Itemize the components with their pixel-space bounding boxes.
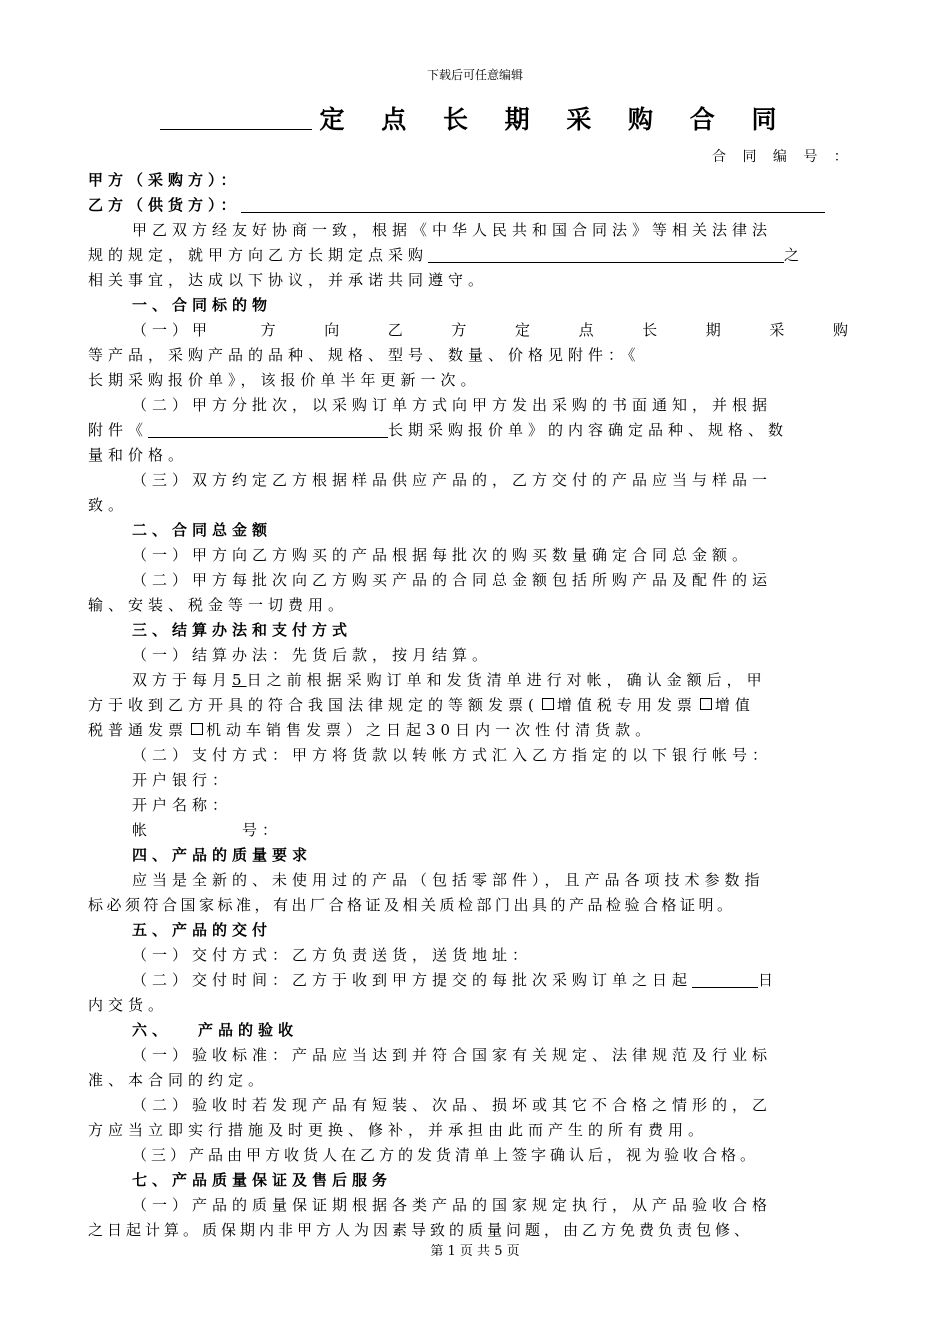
s3-p3: （二）支付方式：甲方将货款以转帐方式汇入乙方指定的以下银行帐号： (132, 746, 773, 764)
vehicle-invoice-checkbox[interactable] (191, 723, 203, 735)
account-number-label (132, 818, 848, 843)
s1-word: 采 (769, 321, 785, 339)
section-4-heading: 四、产品的质量要求 (132, 846, 313, 864)
s3-p2-text-a: 双方于每月 (132, 671, 233, 689)
s2-p1: （一）甲方向乙方购买的产品根据每批次的购买数量确定合同总金额。 (132, 546, 753, 564)
section-5-heading: 五、产品的交付 (132, 921, 273, 939)
delivery-days-blank (692, 970, 758, 988)
s3-p2-line-2 (88, 693, 848, 718)
product-blank (428, 245, 784, 263)
s5-p2-line-1 (132, 968, 848, 993)
s1-word: 长 (642, 321, 658, 339)
document-title (0, 100, 950, 136)
s1-p2-line-1: （二）甲方分批次，以采购订单方式向甲方发出采购的书面通知，并根据 (132, 396, 773, 414)
section-2-heading: 二、合同总金额 (132, 521, 273, 539)
bank-label: 开户银行： (132, 771, 233, 789)
account-name-label: 开户名称： (132, 796, 233, 814)
vat-special-invoice-checkbox[interactable] (542, 698, 554, 710)
s1-p2-line-3: 量和价格。 (88, 446, 189, 464)
vat-general-invoice-label-b: 税普通发票 (88, 721, 189, 739)
section-7-heading: 七、产品质量保证及售后服务 (132, 1171, 393, 1189)
intro-line-3: 相关事宜，达成以下协议，并承诺共同遵守。 (88, 271, 489, 289)
s1-p1-line-3: 长期采购报价单》，该报价单半年更新一次。 (88, 371, 481, 389)
s6-p2-line-2: 方应当立即实行措施及时更换、修补，并承担由此而产生的所有费用。 (88, 1121, 709, 1139)
s3-p2-line-2-text: 方于收到乙方开具的符合我国法律规定的等额发票( (88, 696, 539, 714)
s1-p2-line-2-start: 附件《 (88, 421, 149, 439)
s1-word: 方 (260, 321, 276, 339)
s6-p1-line-2: 准、本合同的约定。 (88, 1071, 269, 1089)
s1-p1-line-2: 等产品，采购产品的品种、规格、型号、数量、价格见附件：《 (88, 346, 641, 364)
s3-p1: （一）结算办法：先货后款，按月结算。 (132, 646, 493, 664)
s3-p2-text-b: 日之前根据采购订单和发货清单进行对帐，确认金额后，甲 (246, 671, 767, 689)
page-footer: 第 1 页 共 5 页 (430, 1244, 520, 1259)
s3-p2-line-1 (132, 668, 848, 693)
s6-p1-line-1: （一）验收标准：产品应当达到并符合国家有关规定、法律规范及行业标 (132, 1046, 773, 1064)
intro-line-2-end: 之 (784, 246, 805, 264)
section-1-heading: 一、合同标的物 (132, 296, 273, 314)
section-3-heading: 三、结算办法和支付方式 (132, 621, 353, 639)
contract-number-label: 合 同 编 号 ： (712, 149, 854, 165)
party-b-line (88, 193, 848, 218)
party-b-label: 乙方（供货方）： (88, 196, 241, 214)
s1-word: 点 (578, 321, 594, 339)
settlement-day: 5 (232, 671, 247, 689)
vat-general-invoice-label-a: 增值 (714, 696, 755, 714)
intro-line-1: 甲乙双方经友好协商一致，根据《中华人民共和国合同法》等相关法律法 (132, 221, 773, 239)
s4-line-2: 标必须符合国家标准，有出厂合格证及相关质检部门出具的产品检验合格证明。 (88, 896, 736, 914)
s2-p2-line-1: （二）甲方每批次向乙方购买产品的合同总金额包括所购产品及配件的运 (132, 571, 773, 589)
s1-p2-line-2 (88, 418, 848, 443)
s6-p2-line-1: （二）验收时若发现产品有短装、次品、损坏或其它不合格之情形的，乙 (132, 1096, 773, 1114)
party-b-blank (241, 195, 825, 213)
s1-p3-line-1: （三）双方约定乙方根据样品供应产品的，乙方交付的产品应当与样品一 (132, 471, 773, 489)
s1-word: （一）甲 (132, 321, 213, 339)
s1-p2-line-2-end: 长期采购报价单》的内容确定品种、规格、数 (388, 421, 789, 439)
party-a-label: 甲方（采购方）： (88, 171, 241, 189)
attachment-blank (148, 420, 388, 438)
s7-p1-line-1: （一）产品的质量保证期根据各类产品的国家规定执行，从产品验收合格 (132, 1196, 773, 1214)
account-number-label-a: 帐 (132, 821, 153, 839)
s6-p3: （三）产品由甲方收货人在乙方的发货清单上签字确认后，视为验收合格。 (132, 1146, 760, 1164)
section-6-heading (132, 1018, 848, 1043)
s5-p2-line-2: 内交货。 (88, 996, 169, 1014)
vat-general-invoice-checkbox[interactable] (700, 698, 712, 710)
s5-p2-end: 日 (758, 971, 779, 989)
page-header: 下载后可任意编辑 (426, 68, 523, 82)
vehicle-invoice-label: 机动车销售发票）之日起30日内一次性付清货款。 (206, 721, 656, 739)
intro-line-2-text: 规的规定，就甲方向乙方长期定点采购 (88, 246, 429, 264)
s3-p2-line-3 (88, 718, 848, 743)
s5-p1: （一）交付方式：乙方负责送货，送货地址： (132, 946, 533, 964)
s1-word: 方 (451, 321, 467, 339)
title-text: 定 点 长 期 采 购 合 同 (319, 105, 791, 134)
s1-word: 乙 (387, 321, 403, 339)
vat-special-invoice-label: 增值税专用发票 (556, 696, 697, 714)
title-blank-line (160, 105, 312, 130)
s7-p1-line-2: 之日起计算。质保期内非甲方人为因素导致的质量问题，由乙方免费负责包修、 (88, 1221, 754, 1239)
s4-line-1: 应当是全新的、未使用过的产品（包括零部件），且产品各项技术参数指 (132, 871, 765, 889)
s5-p2-text: （二）交付时间：乙方于收到甲方提交的每批次采购订单之日起 (132, 971, 693, 989)
account-number-label-b: 号： (242, 821, 283, 839)
s1-word: 购 (832, 321, 848, 339)
section-6-number: 六、 (132, 1021, 173, 1039)
section-6-title: 产品的验收 (198, 1021, 299, 1039)
s2-p2-line-2: 输、安装、税金等一切费用。 (88, 596, 349, 614)
intro-line-2 (88, 243, 848, 268)
s1-word: 定 (514, 321, 530, 339)
s1-p1-line-1 (132, 318, 848, 343)
s1-word: 期 (705, 321, 721, 339)
s1-p3-line-2: 致。 (88, 496, 129, 514)
s1-word: 向 (324, 321, 340, 339)
